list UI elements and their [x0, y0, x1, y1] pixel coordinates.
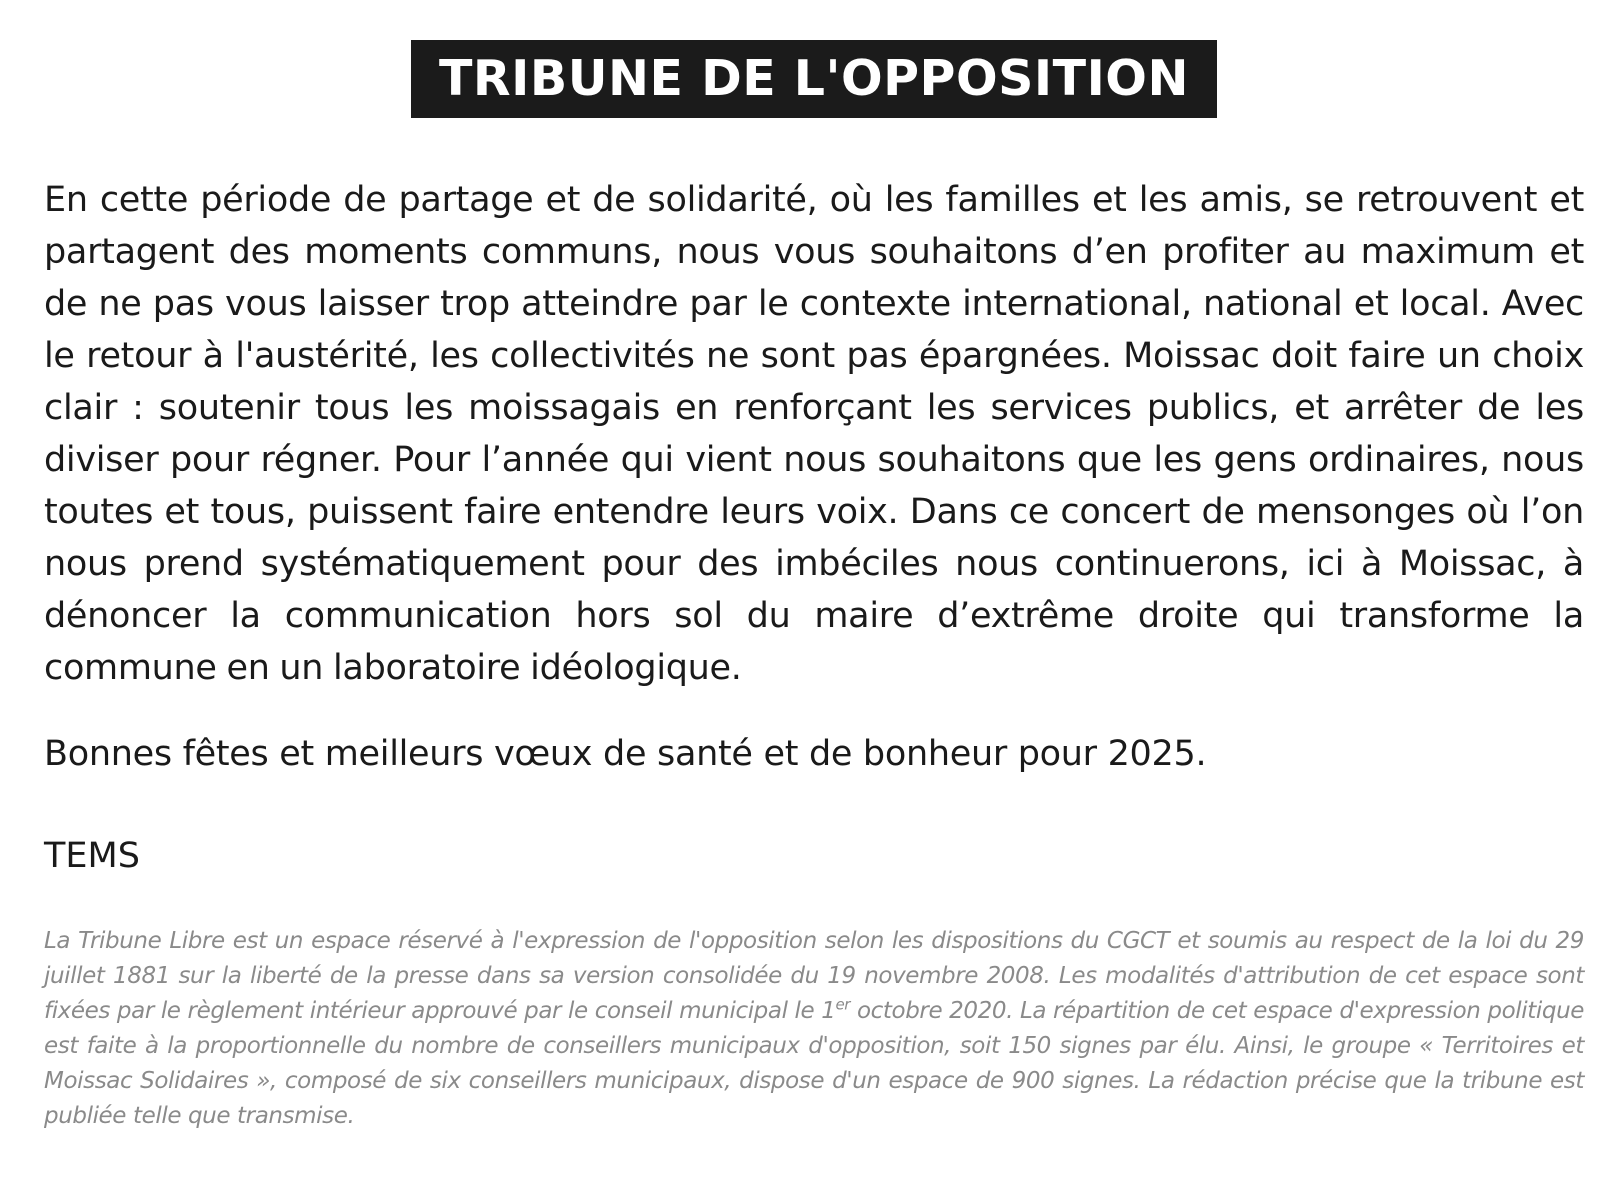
legal-notice-superscript: er: [835, 995, 851, 1014]
legal-notice-part-1: La Tribune Libre est un espace réservé à l'expression de l'opposition selon les dispositions du CGCT et soumis au respect de la loi du 29 juillet 1881 sur la liberté de la presse dans sa version consolidée du 19 novembre 2008. Les modalités d'attribution de cet espace sont fixées par le règlement intérieur approuvé par le conseil municipal le 1: [44, 928, 1584, 1024]
article-body: En cette période de partage et de solidarité, où les familles et les amis, se retrouvent et partagent des moments communs, nous vous souhaitons d’en profiter au maximum et de ne pas vous laisser trop atteindre par le contexte international, national et local. Avec le retour à l'austérité, les collectivités ne sont pas épargnées. Moissac doit faire un choix clair : soutenir tous les moissagais en renforçant les services publics, et arrêter de les diviser pour régner. Pour l’année qui vient nous souhaitons que les gens ordinaires, nous toutes et tous, puissent faire entendre leurs voix. Dans ce concert de mensonges où l’on nous prend systématiquement pour des imbéciles nous continuerons, ici à Moissac, à dénoncer la communication hors sol du maire d’extrême droite qui transforme la commune en un laboratoire idéologique.: [44, 180, 1584, 688]
legal-notice-part-2: octobre 2020. La répartition de cet espace d'expression politique est faite à la proportionnelle du nombre de conseillers municipaux d'opposition, soit 150 signes par élu. Ainsi, le groupe « Territoires et Moissac Solidaires », composé de six conseillers municipaux, dispose d'un espace de 900 signes. La rédaction précise que la tribune est publiée telle que transmise.: [44, 998, 1585, 1129]
wishes-paragraph: Bonnes fêtes et meilleurs vœux de santé et de bonheur pour 2025.: [44, 734, 1207, 774]
signature: TEMS: [44, 836, 140, 876]
page-title: TRIBUNE DE L'OPPOSITION: [411, 40, 1217, 118]
title-banner: [44, 40, 1584, 118]
legal-notice: [44, 924, 1584, 1134]
